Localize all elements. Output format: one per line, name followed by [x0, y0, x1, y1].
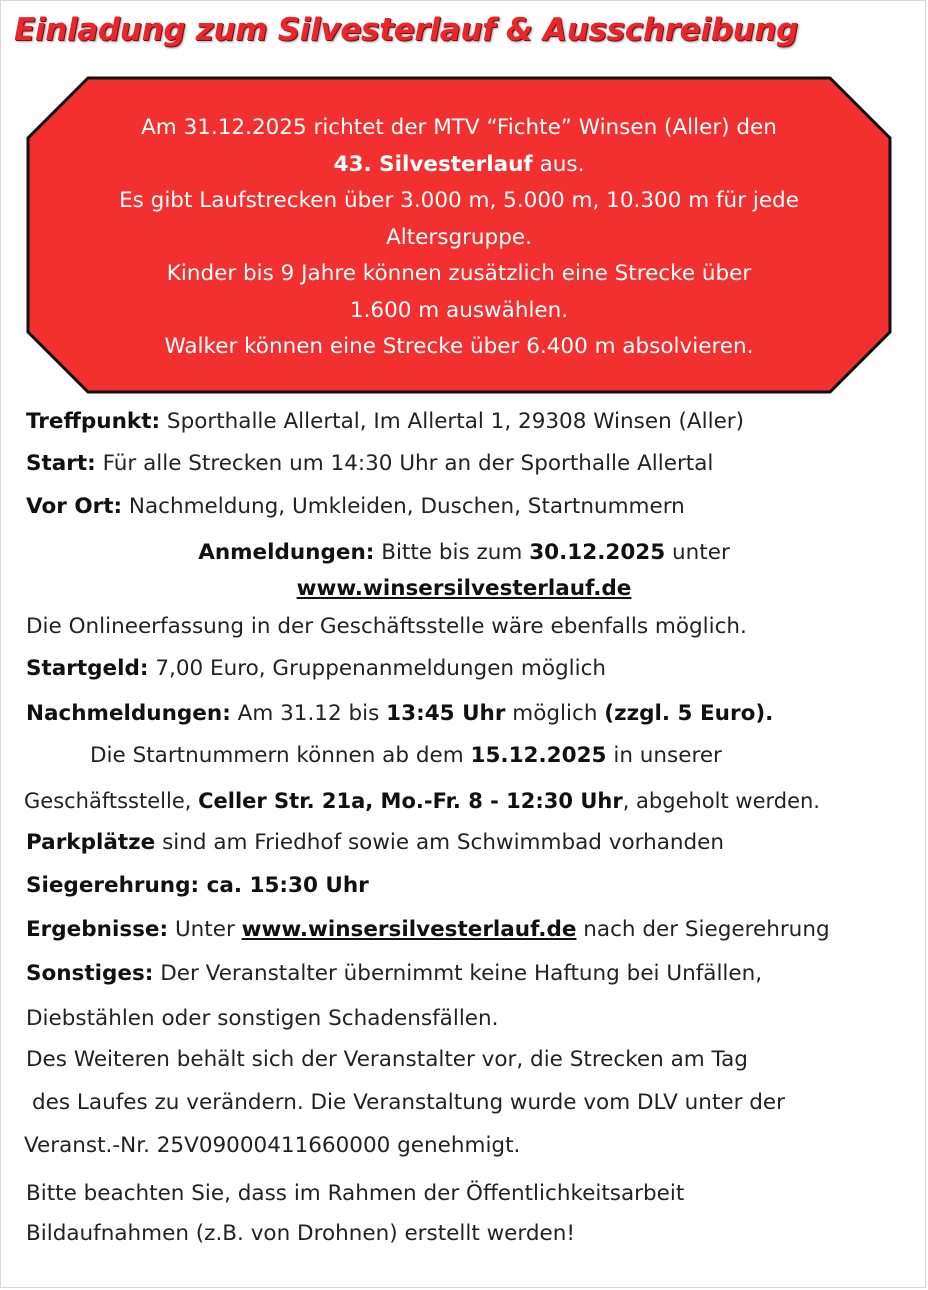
event-name: 43. Silvesterlauf — [333, 151, 533, 177]
ergebnisse-text-1: Unter — [168, 917, 242, 942]
info-line-3: Es gibt Laufstrecken über 3.000 m, 5.000 m, 10.300 m für jede — [119, 188, 799, 213]
sonstiges-line-4: des Laufes zu verändern. Die Veranstaltung wurde vom DLV unter der — [32, 1090, 785, 1115]
sonstiges-text-1: Der Veranstalter übernimmt keine Haftung bei Unfällen, — [153, 961, 763, 986]
start-text: Für alle Strecken um 14:30 Uhr an der Sporthalle Allertal — [95, 451, 714, 476]
startnummern-text-1: Die Startnummern können ab dem — [90, 743, 471, 768]
info-box-text — [46, 110, 872, 366]
nachmeldungen-time: 13:45 Uhr — [386, 701, 506, 726]
ergebnisse-label: Ergebnisse: — [26, 917, 169, 942]
ergebnisse-text-2: nach der Siegerehrung — [576, 917, 830, 942]
sonstiges-line-7: Bildaufnahmen (z.B. von Drohnen) erstellt werden! — [26, 1221, 575, 1246]
info-line-4: Altersgruppe. — [386, 224, 532, 250]
startnummern-date: 15.12.2025 — [470, 743, 607, 768]
startnummern-text-2: in unserer — [606, 743, 722, 768]
parkplaetze-line — [26, 829, 724, 857]
info-line-1: Am 31.12.2025 richtet der MTV “Fichte” Winsen (Aller) den — [141, 115, 777, 140]
nachmeldungen-fee: (zzgl. 5 Euro). — [604, 701, 774, 726]
treffpunkt-text: Sporthalle Allertal, Im Allertal 1, 29308 Winsen (Aller) — [160, 409, 745, 434]
anmeldung-text-1: Bitte bis zum — [374, 540, 530, 565]
nachmeldungen-line — [26, 700, 773, 728]
start-line — [26, 450, 713, 478]
startnummern-line-1 — [90, 742, 722, 770]
anmeldung-url-link[interactable]: www.winsersilvesterlauf.de — [296, 576, 632, 601]
sonstiges-line-6: Bitte beachten Sie, dass im Rahmen der Öffentlichkeitsarbeit — [26, 1181, 685, 1206]
siegerehrung-line — [26, 872, 369, 900]
info-line-2 — [46, 147, 872, 184]
startgeld-text: 7,00 Euro, Gruppenanmeldungen möglich — [148, 656, 607, 681]
parkplaetze-label: Parkplätze — [26, 830, 156, 855]
anmeldung-date: 30.12.2025 — [529, 540, 666, 565]
parkplaetze-text: sind am Friedhof sowie am Schwimmbad vorhanden — [155, 830, 725, 855]
sonstiges-line-2: Diebstählen oder sonstigen Schadensfällen. — [26, 1006, 499, 1031]
start-label: Start: — [26, 451, 96, 476]
online-line: Die Onlineerfassung in der Geschäftsstelle wäre ebenfalls möglich. — [26, 614, 747, 639]
info-line-2-rest: aus. — [532, 151, 585, 177]
vorort-line — [26, 493, 685, 521]
sonstiges-label: Sonstiges: — [26, 961, 154, 986]
nachmeldungen-text-2: möglich — [505, 701, 605, 726]
anmeldung-line — [0, 539, 928, 567]
startnummern-line-2 — [24, 787, 820, 815]
info-line-7: Walker können eine Strecke über 6.400 m absolvieren. — [164, 334, 754, 359]
ergebnisse-url-link[interactable]: www.winsersilvesterlauf.de — [241, 917, 577, 942]
sonstiges-line-5: Veranst.-Nr. 25V09000411660000 genehmigt. — [24, 1133, 521, 1158]
page-title: Einladung zum Silvesterlauf & Ausschreibung — [14, 12, 799, 48]
startnummern-text-3: Geschäftsstelle, — [24, 789, 199, 813]
nachmeldungen-label: Nachmeldungen: — [26, 701, 231, 726]
treffpunkt-line — [26, 408, 744, 436]
info-box — [26, 76, 892, 394]
ergebnisse-line — [26, 916, 830, 944]
treffpunkt-label: Treffpunkt: — [26, 409, 161, 434]
startgeld-line — [26, 655, 606, 683]
vorort-text: Nachmeldung, Umkleiden, Duschen, Startnummern — [122, 494, 685, 519]
siegerehrung-text: Siegerehrung: ca. 15:30 Uhr — [26, 873, 369, 898]
vorort-label: Vor Ort: — [26, 494, 123, 519]
sonstiges-line-1 — [26, 960, 762, 988]
info-line-6: 1.600 m auswählen. — [349, 297, 569, 323]
sonstiges-line-3: Des Weiteren behält sich der Veranstalter vor, die Strecken am Tag — [26, 1047, 748, 1072]
startnummern-text-4: , abgeholt werden. — [622, 789, 820, 813]
nachmeldungen-text-1: Am 31.12 bis — [230, 701, 387, 726]
anmeldung-text-2: unter — [665, 540, 730, 565]
info-line-5: Kinder bis 9 Jahre können zusätzlich eine Strecke über — [166, 261, 752, 286]
startgeld-label: Startgeld: — [26, 656, 149, 681]
anmeldung-label: Anmeldungen: — [198, 540, 375, 565]
anmeldung-url-line — [0, 575, 928, 603]
startnummern-address: Celler Str. 21a, Mo.-Fr. 8 - 12:30 Uhr — [198, 789, 623, 813]
